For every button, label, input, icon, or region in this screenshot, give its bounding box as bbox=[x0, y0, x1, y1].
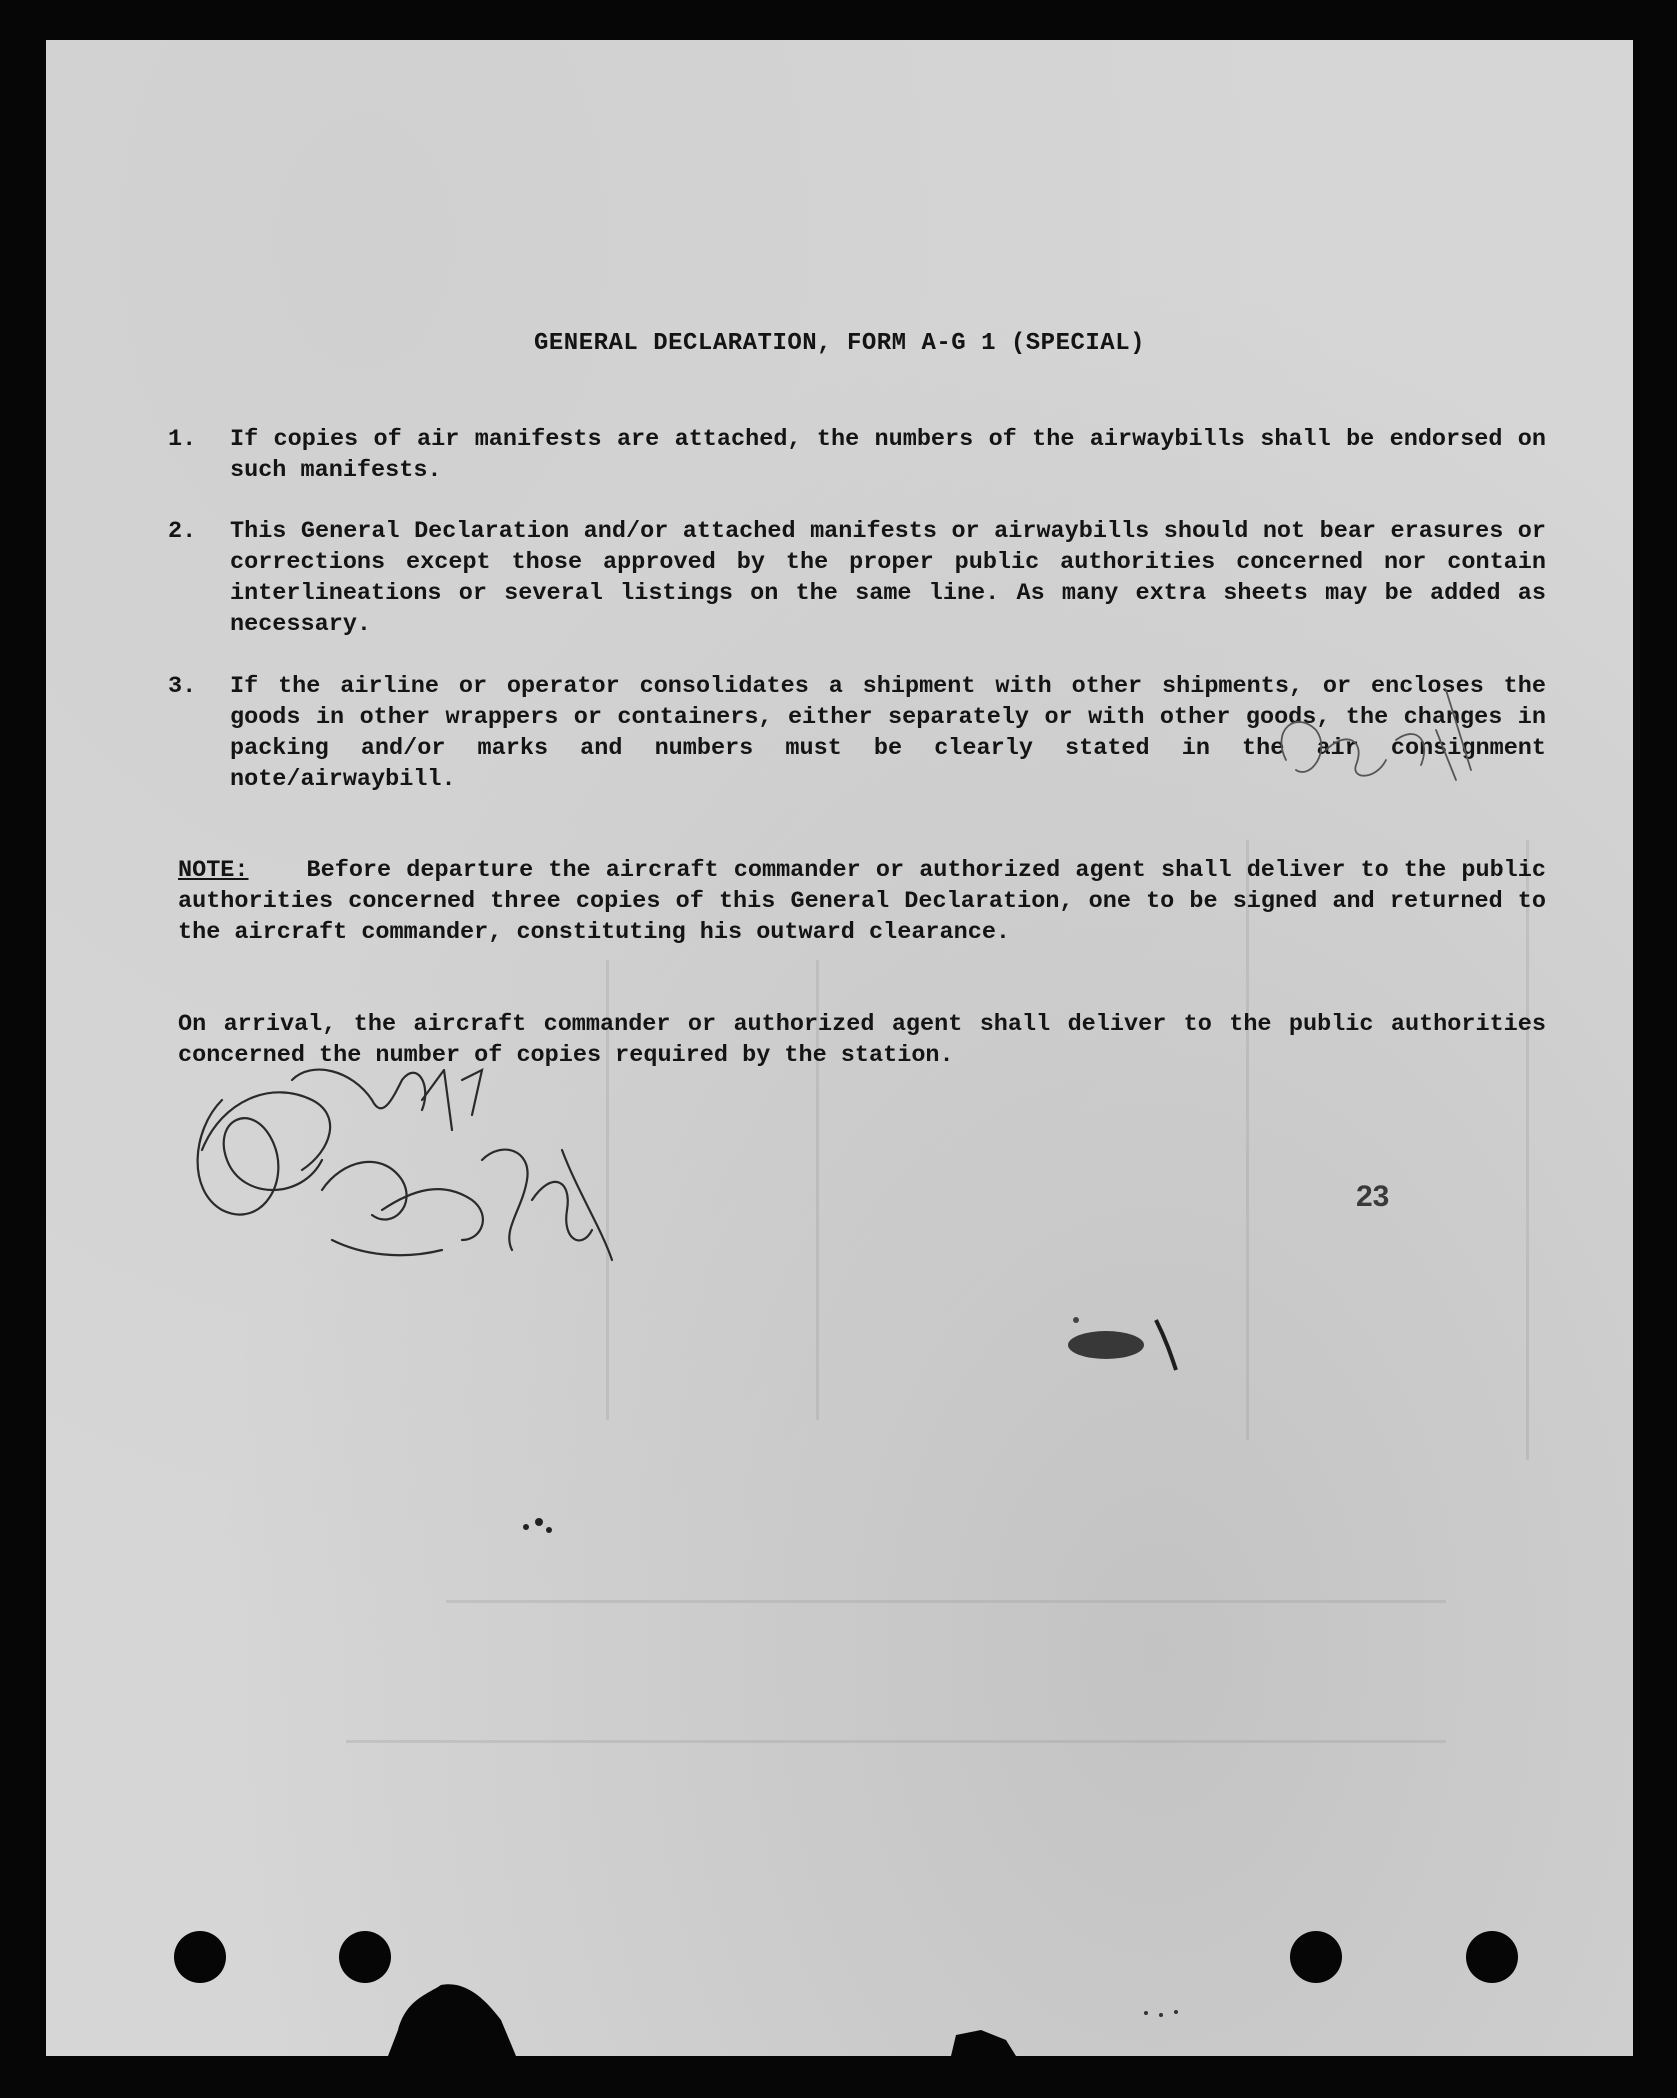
document-page bbox=[46, 40, 1633, 2056]
handwritten-annotation bbox=[1256, 670, 1496, 800]
arrival-paragraph: On arrival, the aircraft commander or authorized agent shall deliver to the public authorities concerned the number of copies required by the station. bbox=[178, 1011, 1546, 1069]
note-label: NOTE: bbox=[178, 857, 249, 884]
note-paragraph bbox=[178, 855, 1546, 948]
handwritten-signature bbox=[182, 1040, 642, 1300]
item-text: If the airline or operator consolidates a shipment with other shipments, or encloses the goods in other wrappers or containers, either separately or with other goods, the changes in packing and/or marks and numbers must be clearly stated in the air consignment note/airwaybill. bbox=[230, 673, 1546, 793]
page-number: 23 bbox=[1356, 1180, 1390, 1213]
list-item bbox=[168, 516, 1546, 640]
list-item bbox=[168, 424, 1546, 486]
item-text: This General Declaration and/or attached manifests or airwaybills should not bear erasures or corrections except those approved by the proper public authorities concerned nor contain interlineations or several listings on the same line. As many extra sheets may be added as necessary. bbox=[230, 518, 1546, 638]
bleed-through-line bbox=[446, 1600, 1446, 1603]
page-title: GENERAL DECLARATION, FORM A-G 1 (SPECIAL) bbox=[534, 330, 1145, 357]
item-number: 2. bbox=[168, 518, 197, 545]
item-number: 3. bbox=[168, 673, 197, 700]
bleed-through-line bbox=[346, 1740, 1446, 1743]
item-text: If copies of air manifests are attached, the numbers of the airwaybills shall be endorsed on such manifests. bbox=[230, 426, 1546, 484]
item-number: 1. bbox=[168, 426, 197, 453]
ink-smudge bbox=[1056, 1300, 1206, 1380]
note-text: Before departure the aircraft commander or authorized agent shall deliver to the public authorities concerned three copies of this General Declaration, one to be signed and returned to the aircraft commander, constituting his outward clearance. bbox=[178, 857, 1546, 946]
